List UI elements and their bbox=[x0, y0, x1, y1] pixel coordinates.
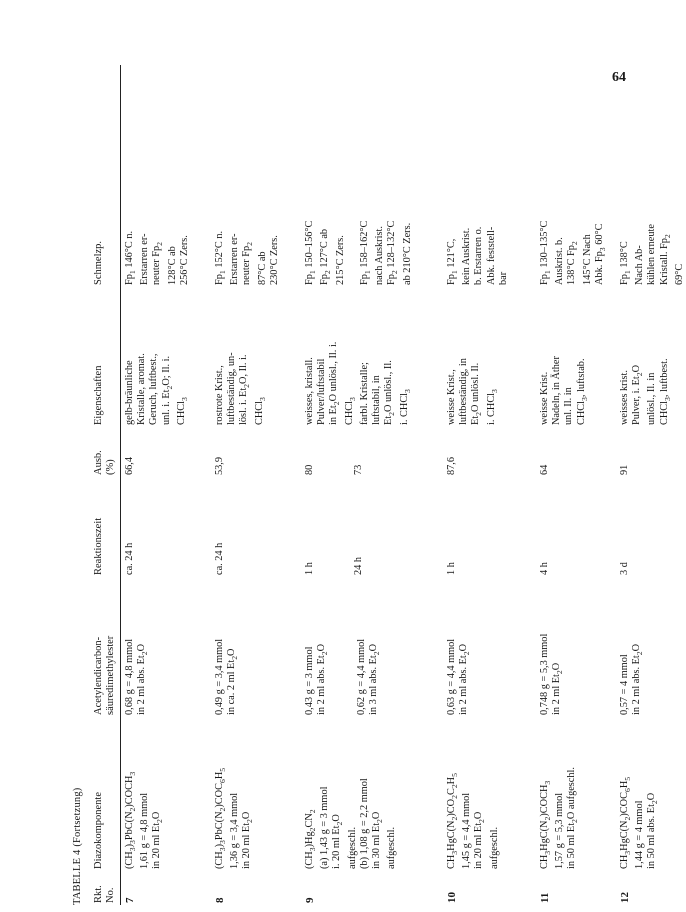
cell-no bbox=[214, 898, 226, 904]
cell-ausb bbox=[124, 457, 136, 475]
cell-line: 1 h bbox=[446, 562, 457, 575]
cell-line: luftstabil, in bbox=[371, 375, 383, 425]
cell-line: 256°C Zers. bbox=[178, 235, 190, 285]
cell-line: in 2 ml abs. $Et_2O$ bbox=[136, 643, 150, 715]
cell-no bbox=[539, 893, 551, 903]
cell-line: i. CHCl$_3$ bbox=[398, 389, 412, 425]
cell-line bbox=[347, 221, 359, 285]
cell-ester bbox=[124, 639, 151, 715]
cell-line: Pulver/luftstabil bbox=[316, 358, 328, 425]
cell-zeit bbox=[619, 562, 631, 575]
cell-line: 1,57 g = 5,3 mmol bbox=[554, 792, 566, 869]
cell-schmelz bbox=[214, 231, 281, 285]
cell-line: $Et_2O$ unlösl. Il. bbox=[470, 362, 484, 425]
cell-eigen bbox=[539, 356, 591, 425]
cell-line: Erstarren er- bbox=[229, 233, 241, 285]
cell-line: 1,44 g = 4 mmol bbox=[634, 800, 646, 869]
cell-line: Erstarren er- bbox=[139, 233, 151, 285]
cell-line: 53,9 bbox=[214, 456, 225, 475]
cell-line: 66,4 bbox=[124, 456, 135, 475]
cell-line: CHCl$_3$, luftstab. bbox=[575, 358, 589, 425]
cell-line: 1,36 g = 3,4 mmol bbox=[229, 792, 241, 869]
cell-ausb bbox=[446, 457, 458, 475]
cell-line: 64 bbox=[539, 464, 550, 475]
cell-schmelz bbox=[304, 221, 414, 285]
header-no bbox=[93, 885, 117, 903]
cell-line: $Fp_1$ 152°C n. bbox=[214, 230, 228, 285]
cell-ester bbox=[304, 639, 383, 715]
header-line: Acetylendicarbon- bbox=[93, 636, 104, 715]
cell-line: kühlen erneute bbox=[646, 224, 658, 285]
cell-line: $Fp_1$ 138°C bbox=[619, 241, 633, 285]
header-eigen bbox=[93, 366, 105, 425]
cell-line: CHCl$_3$ bbox=[343, 397, 357, 425]
header-line: Eigenschaften bbox=[93, 365, 104, 425]
cell-line: 9 bbox=[304, 897, 316, 903]
cell-line: in 20 ml $Et_2O$ bbox=[473, 811, 487, 869]
header-diazo bbox=[93, 792, 105, 869]
cell-line: CHCl$_3$ bbox=[253, 397, 267, 425]
cell-line: b. Erstarren o. bbox=[473, 226, 485, 285]
cell-line: 7 bbox=[124, 897, 136, 903]
cell-line: Abk. feststell- bbox=[485, 226, 497, 285]
cell-line: Nach Ab- bbox=[634, 245, 646, 285]
cell-line: ca. 24 h bbox=[124, 542, 135, 575]
cell-zeit bbox=[214, 543, 226, 575]
cell-line: $Fp_1$ 121°C, bbox=[446, 238, 460, 285]
cell-line: in 50 ml $Et_2O$ aufgeschl. bbox=[566, 767, 580, 869]
cell-line: 1,61 g = 4,8 mmol bbox=[139, 792, 151, 869]
cell-line: kein Auskrist. bbox=[461, 227, 473, 285]
cell-line: $Fp_1$ 158–162°C bbox=[358, 220, 372, 285]
cell-line: weisses, kristall. bbox=[304, 357, 315, 425]
cell-zeit bbox=[539, 562, 551, 575]
cell-ester bbox=[619, 644, 646, 715]
cell-line: Abk. $Fp_3$ 60°C bbox=[593, 223, 607, 285]
cell-line: CHCl$_3$, luftbest. bbox=[658, 358, 672, 425]
header-ausb bbox=[93, 450, 117, 475]
header-line: Ausb. bbox=[93, 450, 104, 475]
cell-schmelz bbox=[539, 221, 609, 285]
cell-line: gelb-bräunliche bbox=[124, 360, 135, 425]
cell-line: 1 h bbox=[304, 562, 315, 575]
cell-line bbox=[316, 465, 328, 475]
cell-line: aufgeschl. bbox=[346, 826, 358, 869]
cell-ester bbox=[214, 639, 241, 715]
cell-line bbox=[328, 465, 340, 475]
cell-line: CHCl$_3$ bbox=[175, 397, 189, 425]
cell-line: 128°C ab bbox=[166, 246, 178, 285]
cell-no bbox=[446, 892, 458, 903]
cell-line: weisses krist. bbox=[619, 370, 630, 425]
cell-line: unl. Il. in bbox=[563, 387, 575, 425]
cell-schmelz bbox=[124, 231, 191, 285]
header-line: Diazokomponente bbox=[93, 792, 104, 869]
cell-line: $(CH_3)Hg_2CN_2$ bbox=[304, 809, 318, 869]
cell-line: neuter $Fp_2$ bbox=[241, 241, 255, 285]
cell-line: 215°C Zers. bbox=[334, 235, 346, 285]
cell-line: 91 bbox=[619, 464, 630, 475]
cell-line: bar bbox=[497, 271, 509, 285]
cell-diazo bbox=[304, 778, 399, 869]
cell-diazo bbox=[214, 768, 257, 869]
cell-line: Geruch, luftbest., bbox=[148, 353, 160, 425]
cell-line: in 50 ml abs. $Et_2O$ bbox=[646, 792, 660, 869]
cell-line: in 3 ml abs. $Et_2O$ bbox=[368, 643, 382, 715]
cell-line: Kristall. $Fp_2$ bbox=[658, 234, 672, 285]
cell-eigen bbox=[304, 342, 414, 425]
table-header bbox=[90, 65, 121, 905]
cell-line: unl. i. $Et_2O$; Il. i. bbox=[160, 355, 174, 425]
cell-line: in 2 ml abs. $Et_2O$ bbox=[316, 643, 330, 715]
cell-line: 0,49 g = 3,4 mmol bbox=[214, 638, 225, 715]
cell-line: luftbeständig, un- bbox=[226, 352, 238, 425]
cell-line: Nadeln, in Äther bbox=[551, 356, 563, 425]
cell-line: ab 210°C Zers. bbox=[401, 222, 413, 285]
cell-line: 1,45 g = 4,4 mmol bbox=[461, 792, 473, 869]
cell-ausb bbox=[304, 465, 365, 475]
cell-line: 69°C bbox=[673, 263, 685, 285]
cell-line bbox=[341, 557, 353, 575]
header-line: Schmelzp. bbox=[93, 240, 104, 285]
cell-line: 3 d bbox=[619, 562, 630, 575]
cell-no bbox=[124, 898, 136, 904]
cell-line: 10 bbox=[446, 892, 458, 903]
cell-line bbox=[328, 557, 340, 575]
cell-line: i. 20 ml $Et_2O$ bbox=[331, 814, 345, 869]
cell-line: (b) 1,08 g = 2,2 mmol bbox=[358, 778, 370, 869]
cell-line: luftbeständig, in bbox=[458, 358, 470, 425]
cell-line: 24 h bbox=[352, 556, 364, 575]
cell-ester bbox=[539, 634, 566, 715]
cell-schmelz bbox=[619, 224, 686, 285]
cell-line: in ca. 2 ml $Et_2O$ bbox=[226, 648, 240, 715]
cell-eigen bbox=[619, 358, 674, 425]
cell-line: Pulver, i. $Et_2O$ bbox=[631, 364, 645, 425]
cell-line: 0,43 g = 3 mmol bbox=[304, 646, 315, 715]
cell-line bbox=[331, 639, 343, 715]
cell-zeit bbox=[304, 557, 365, 575]
cell-line: 0,57 = 4 mmol bbox=[619, 654, 630, 715]
cell-line: $CH_3HgC(N_2)COC_6H_5$ bbox=[619, 776, 633, 869]
cell-line: 0,63 g = 4,4 mmol bbox=[446, 638, 457, 715]
header-line: säuredimethylester bbox=[105, 635, 116, 715]
cell-line: in $Et_2O$ unlösl., Il. i. bbox=[328, 341, 342, 425]
cell-line: in 20 ml $Et_2O$ bbox=[151, 811, 165, 869]
rotated-table bbox=[60, 65, 685, 905]
cell-line: weisse Krist., bbox=[446, 369, 457, 425]
cell-line: 87,6 bbox=[446, 456, 457, 475]
header-line: Reaktionszeit bbox=[93, 517, 104, 575]
cell-line: farbl. Kristalle; bbox=[358, 362, 370, 425]
cell-diazo bbox=[446, 773, 501, 869]
header-schmelz bbox=[93, 241, 105, 285]
cell-line: $(CH_3)_3PbC(N_2)COCH_3$ bbox=[124, 771, 138, 869]
page-number: 64 bbox=[612, 70, 626, 85]
table-caption: TABELLE 4 (Fortsetzung) bbox=[72, 787, 83, 905]
cell-ausb bbox=[619, 465, 631, 475]
header-ester bbox=[93, 636, 117, 715]
cell-line: unlösl., Il. in bbox=[646, 372, 658, 425]
cell-line: weisse Krist. bbox=[539, 371, 550, 425]
cell-line: 0,748 g = 5,3 mmol bbox=[539, 633, 550, 715]
cell-line: 4 h bbox=[539, 562, 550, 575]
cell-line: $Fp_1$ 130–135°C bbox=[539, 220, 553, 285]
cell-line: $CH_3HgC(N_2)COCH_3$ bbox=[539, 780, 553, 869]
cell-line: 0,62 g = 4,4 mmol bbox=[355, 638, 367, 715]
cell-line: $Fp_2$ 127°C ab bbox=[319, 228, 333, 285]
cell-line: (a) 1,43 g = 3 mmol bbox=[319, 786, 331, 869]
cell-no bbox=[304, 898, 316, 904]
cell-line: $Fp_1$ 146°C n. bbox=[124, 230, 138, 285]
cell-line: in 30 ml $Et_2O$ bbox=[371, 811, 385, 869]
cell-line: in 2 ml abs. $Et_2O$ bbox=[631, 643, 645, 715]
header-line: No. bbox=[105, 887, 116, 903]
cell-line: $CH_3HgC(N_2)CO_2C_2H_5$ bbox=[446, 773, 460, 869]
cell-line: in 2 ml abs. $Et_2O$ bbox=[458, 643, 472, 715]
cell-line: neuter $Fp_2$ bbox=[151, 241, 165, 285]
cell-ausb bbox=[539, 465, 551, 475]
cell-line bbox=[316, 557, 328, 575]
cell-zeit bbox=[446, 562, 458, 575]
cell-line: 11 bbox=[539, 892, 551, 903]
cell-line: lösl. i. $Et_2O$, Il. i. bbox=[238, 354, 252, 425]
cell-diazo bbox=[539, 767, 582, 869]
cell-line: 8 bbox=[214, 897, 226, 903]
cell-schmelz bbox=[446, 227, 510, 285]
cell-eigen bbox=[446, 358, 501, 425]
cell-line: 138°C $Fp_2$ bbox=[566, 241, 580, 285]
cell-line: rostrote Krist., bbox=[214, 365, 225, 425]
cell-line: 87°C ab bbox=[256, 251, 268, 285]
cell-line: $Fp_1$ 150–156°C bbox=[304, 220, 318, 285]
cell-line: 12 bbox=[619, 892, 631, 903]
cell-diazo bbox=[124, 772, 167, 869]
header-zeit bbox=[93, 518, 105, 575]
cell-line: in 20 ml $Et_2O$ bbox=[241, 811, 255, 869]
cell-line: 73 bbox=[352, 464, 364, 475]
cell-line: Auskrist. b. bbox=[554, 237, 566, 285]
cell-eigen bbox=[124, 353, 191, 425]
cell-line: in 2 ml $Et_2O$ bbox=[551, 662, 565, 715]
cell-line: 145°C Nach bbox=[581, 234, 593, 285]
cell-diazo bbox=[619, 777, 662, 869]
header-line: Rkt. bbox=[93, 885, 104, 903]
cell-line: 230°C Zers. bbox=[268, 235, 280, 285]
cell-line: $Et_2O$ unlösl., Il. bbox=[383, 360, 397, 425]
header-no-label bbox=[93, 885, 117, 903]
cell-line: ca. 24 h bbox=[214, 542, 225, 575]
cell-line bbox=[341, 465, 353, 475]
cell-line: $Fp_2$ 128–132°C bbox=[386, 220, 400, 285]
cell-line bbox=[344, 639, 356, 715]
cell-no bbox=[619, 892, 631, 903]
header-line: (%) bbox=[105, 459, 116, 475]
cell-ester bbox=[446, 639, 473, 715]
cell-line: $(CH_3)_3PbC(N_2)COC_6H_5$ bbox=[214, 767, 228, 869]
cell-eigen bbox=[214, 352, 269, 425]
cell-line: aufgeschl. bbox=[386, 826, 398, 869]
cell-line: 0,68 g = 4,8 mmol bbox=[124, 638, 135, 715]
cell-line: nach Auskrist. bbox=[374, 226, 386, 285]
cell-line: i. CHCl$_3$ bbox=[485, 389, 499, 425]
cell-line: aufgeschl. bbox=[488, 826, 500, 869]
cell-ausb bbox=[214, 457, 226, 475]
cell-line: 80 bbox=[304, 464, 315, 475]
cell-line: Kristalle, aromat. bbox=[136, 353, 148, 425]
cell-zeit bbox=[124, 543, 136, 575]
